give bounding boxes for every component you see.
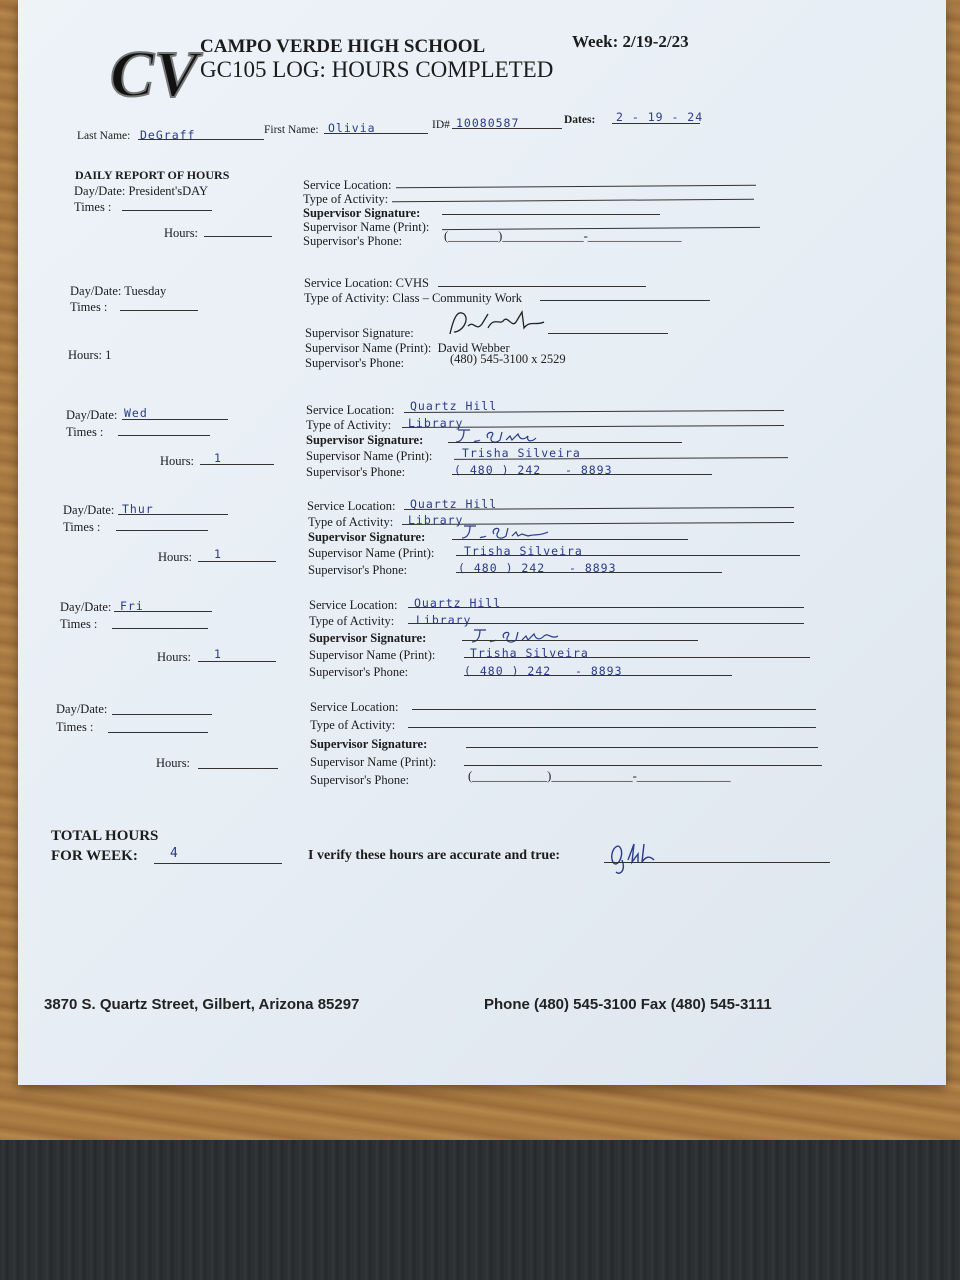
entry-2-signature-line — [548, 333, 668, 334]
entry-3-phone-area: 480 — [469, 463, 494, 477]
entry-2-phone: (480) 545-3100 x 2529 — [450, 352, 566, 366]
entry-2-supervisor: David Webber — [437, 341, 510, 355]
entry-4-name-label: Supervisor Name (Print): — [308, 546, 435, 560]
location-label: Service Location: — [304, 276, 393, 290]
entry-1-activity-label: Type of Activity: — [303, 192, 389, 206]
entry-3-activity: Library — [408, 416, 464, 430]
entry-1-hours-label: Hours: — [164, 226, 199, 240]
entry-5-activity-label: Type of Activity: — [309, 614, 395, 628]
entry-4-day-line — [118, 514, 228, 515]
total-hours-value: 4 — [170, 846, 179, 861]
entry-5-day-label: Day/Date: — [60, 600, 112, 614]
entry-6-day-label: Day/Date: — [56, 702, 108, 716]
entry-1-signature-line — [442, 214, 660, 215]
entry-6-phone-label: Supervisor's Phone: — [310, 773, 410, 787]
entry-5-supervisor: Trisha Silveira — [470, 646, 589, 660]
id-value: 10080587 — [456, 116, 520, 130]
entry-3-phone-underline — [452, 474, 712, 475]
entry-3-times-line — [118, 435, 210, 436]
entry-6-day-line — [112, 714, 212, 715]
entry-4-phone-label: Supervisor's Phone: — [308, 563, 408, 577]
entry-2-activity-line — [540, 300, 710, 301]
entry-3-name-label: Supervisor Name (Print): — [306, 449, 433, 463]
entry-4-name-line — [456, 555, 800, 556]
entry-6-activity-line — [408, 727, 816, 728]
entry-1-day-label — [74, 184, 208, 199]
entry-4-day-label: Day/Date: — [63, 503, 115, 517]
entry-3-activity-label: Type of Activity: — [306, 418, 392, 432]
entry-1-day: President'sDAY — [128, 184, 209, 198]
entry-1-phone-format: (________)_____________-_______________ — [444, 229, 682, 243]
entry-4-signature-label: Supervisor Signature: — [308, 530, 426, 544]
entry-4-times-label: Times : — [63, 520, 101, 534]
entry-2-times-label: Times : — [70, 300, 108, 314]
entry-6-signature-label: Supervisor Signature: — [310, 737, 428, 751]
entry-1-phone-label: Supervisor's Phone: — [303, 234, 403, 248]
activity-label: Type of Activity: — [304, 291, 390, 305]
entry-2-location — [304, 276, 429, 291]
entry-4-signature-line — [452, 539, 688, 540]
day-date-label: Day/Date: — [70, 284, 122, 298]
entry-2-activity-value: Class – Community Work — [392, 291, 523, 305]
entry-3-hours-line — [200, 464, 274, 465]
entry-1-times-label: Times : — [74, 200, 112, 214]
last-name-line — [138, 139, 264, 140]
entry-5-times-line — [112, 628, 208, 629]
entry-3-location: Quartz Hill — [410, 399, 498, 413]
entry-4-phone-line-number: 8893 — [584, 561, 617, 575]
school-name: CAMPO VERDE HIGH SCHOOL — [200, 36, 486, 57]
entry-6-name-label: Supervisor Name (Print): — [310, 755, 437, 769]
entry-5-hours-label: Hours: — [157, 650, 192, 664]
verify-signature-line — [604, 862, 830, 863]
school-logo — [106, 38, 206, 108]
entry-1-hours-line — [204, 236, 272, 237]
entry-5-phone-label: Supervisor's Phone: — [309, 665, 409, 679]
denim-background — [0, 1140, 960, 1280]
entry-5-phone-underline — [464, 675, 732, 676]
entry-5-phone-line-number: 8893 — [590, 664, 623, 678]
entry-5-name-label: Supervisor Name (Print): — [309, 648, 436, 662]
entry-6-location-label: Service Location: — [310, 700, 399, 714]
entry-5-signature — [468, 624, 568, 646]
entry-6-signature-line — [466, 747, 818, 748]
entry-5-location-line — [408, 607, 804, 608]
week-label: Week: 2/19-2/23 — [572, 32, 689, 51]
entry-4-hours-line — [198, 561, 276, 562]
entry-4-phone-underline — [456, 572, 722, 573]
entry-5-signature-label: Supervisor Signature: — [309, 631, 427, 645]
entry-6-activity-label: Type of Activity: — [310, 718, 396, 732]
entry-3-signature-line — [448, 442, 682, 443]
entry-4-activity-label: Type of Activity: — [308, 515, 394, 529]
entry-5-times-label: Times : — [60, 617, 98, 631]
entry-3-hours-label: Hours: — [160, 454, 195, 468]
id-label: ID# — [432, 119, 450, 131]
total-hours-label-2: FOR WEEK: — [51, 848, 138, 864]
entry-4-activity: Library — [408, 513, 464, 527]
entry-4-times-line — [116, 530, 208, 531]
first-name-value: Olivia — [328, 121, 376, 135]
entry-2-signature — [444, 306, 548, 338]
entry-6-name-line — [464, 765, 822, 766]
entry-2-times-line — [120, 310, 198, 311]
entry-3-phone-label: Supervisor's Phone: — [306, 465, 406, 479]
entry-5-location: Quartz Hill — [414, 596, 502, 610]
footer-address: 3870 S. Quartz Street, Gilbert, Arizona 85297 — [44, 996, 360, 1013]
day-date-label: Day/Date: — [74, 184, 126, 198]
entry-2-phone-label: Supervisor's Phone: — [305, 356, 405, 370]
entry-3-phone: ( 480 ) 242 - 8893 — [454, 463, 613, 477]
dates-label: Dates: — [564, 114, 596, 126]
entry-3-supervisor: Trisha Silveira — [462, 446, 581, 460]
entry-5-activity: Library — [416, 613, 472, 627]
id-line — [452, 128, 562, 129]
entry-3-hours: 1 — [214, 451, 222, 465]
entry-5-phone-area: 480 — [479, 664, 504, 678]
entry-1-activity-line — [392, 199, 754, 203]
entry-2-location-line — [438, 286, 646, 287]
entry-6-times-label: Times : — [56, 720, 94, 734]
dates-line — [612, 123, 700, 124]
entry-3-day: Wed — [124, 406, 148, 420]
entry-4-hours-label: Hours: — [158, 550, 193, 564]
entry-2-signature-label: Supervisor Signature: — [305, 326, 414, 340]
entry-4-hours: 1 — [214, 547, 222, 561]
entry-1-location-line — [396, 185, 756, 189]
entry-5-day: Fri — [120, 599, 144, 613]
entry-5-signature-line — [462, 640, 698, 641]
last-name-value: DeGraff — [140, 128, 196, 142]
entry-3-phone-prefix: 242 — [517, 463, 542, 477]
verify-label: I verify these hours are accurate and true: — [308, 848, 561, 863]
entry-6-location-line — [412, 709, 816, 710]
entry-6-times-line — [108, 732, 208, 733]
entry-3-day-label: Day/Date: — [66, 408, 118, 422]
entry-1-name-label: Supervisor Name (Print): — [303, 220, 430, 234]
entry-3-times-label: Times : — [66, 425, 104, 439]
total-hours-label-1: TOTAL HOURS — [51, 828, 159, 844]
entry-5-day-line — [114, 611, 212, 612]
entry-2-hours-value: 1 — [105, 348, 112, 362]
entry-4-supervisor: Trisha Silveira — [464, 544, 583, 558]
logo-lettering: CV — [110, 38, 199, 108]
footer-phone-fax: Phone (480) 545-3100 Fax (480) 545-3111 — [484, 996, 772, 1013]
entry-4-phone: ( 480 ) 242 - 8893 — [458, 561, 617, 575]
entry-4-phone-area: 480 — [473, 561, 498, 575]
daily-report-heading: DAILY REPORT OF HOURS — [75, 168, 230, 182]
entry-5-phone: ( 480 ) 242 - 8893 — [464, 664, 623, 678]
hours-label: Hours: — [68, 348, 103, 362]
first-name-label: First Name: — [264, 124, 319, 136]
entry-2-day: Tuesday — [124, 284, 167, 298]
entry-3-phone-line-number: 8893 — [580, 463, 613, 477]
total-hours-line — [154, 863, 282, 864]
entry-1-times-line — [122, 210, 212, 211]
first-name-line — [324, 133, 428, 134]
entry-4-location-label: Service Location: — [307, 499, 396, 513]
entry-2-activity — [304, 291, 522, 306]
entry-6-hours-line — [198, 768, 278, 769]
entry-5-hours: 1 — [214, 647, 222, 661]
entry-4-location: Quartz Hill — [410, 497, 498, 511]
entry-3-location-label: Service Location: — [306, 403, 395, 417]
entry-3-signature-label: Supervisor Signature: — [306, 433, 424, 447]
entry-4-day: Thur — [122, 502, 154, 516]
entry-5-location-label: Service Location: — [309, 598, 398, 612]
entry-5-hours-line — [198, 661, 276, 662]
entry-1-location-label: Service Location: — [303, 178, 392, 192]
entry-5-phone-prefix: 242 — [527, 664, 552, 678]
entry-6-phone-format: (____________)_____________-_______________ — [468, 769, 731, 783]
form-title: GC105 LOG: HOURS COMPLETED — [200, 57, 554, 82]
entry-2-hours — [68, 348, 111, 363]
form-sheet — [18, 0, 946, 1085]
entry-2-location-value: CVHS — [395, 276, 429, 290]
entry-4-phone-prefix: 242 — [521, 561, 546, 575]
entry-3-day-line — [122, 419, 228, 420]
last-name-label: Last Name: — [77, 130, 131, 142]
entry-5-name-line — [464, 657, 810, 658]
entry-2-day-label — [70, 284, 166, 299]
entry-6-hours-label: Hours: — [156, 756, 191, 770]
entry-1-signature-label: Supervisor Signature: — [303, 206, 421, 220]
student-signature — [606, 840, 666, 876]
dates-value: 2 - 19 - 24 — [616, 110, 704, 124]
name-label: Supervisor Name (Print): — [305, 341, 432, 355]
